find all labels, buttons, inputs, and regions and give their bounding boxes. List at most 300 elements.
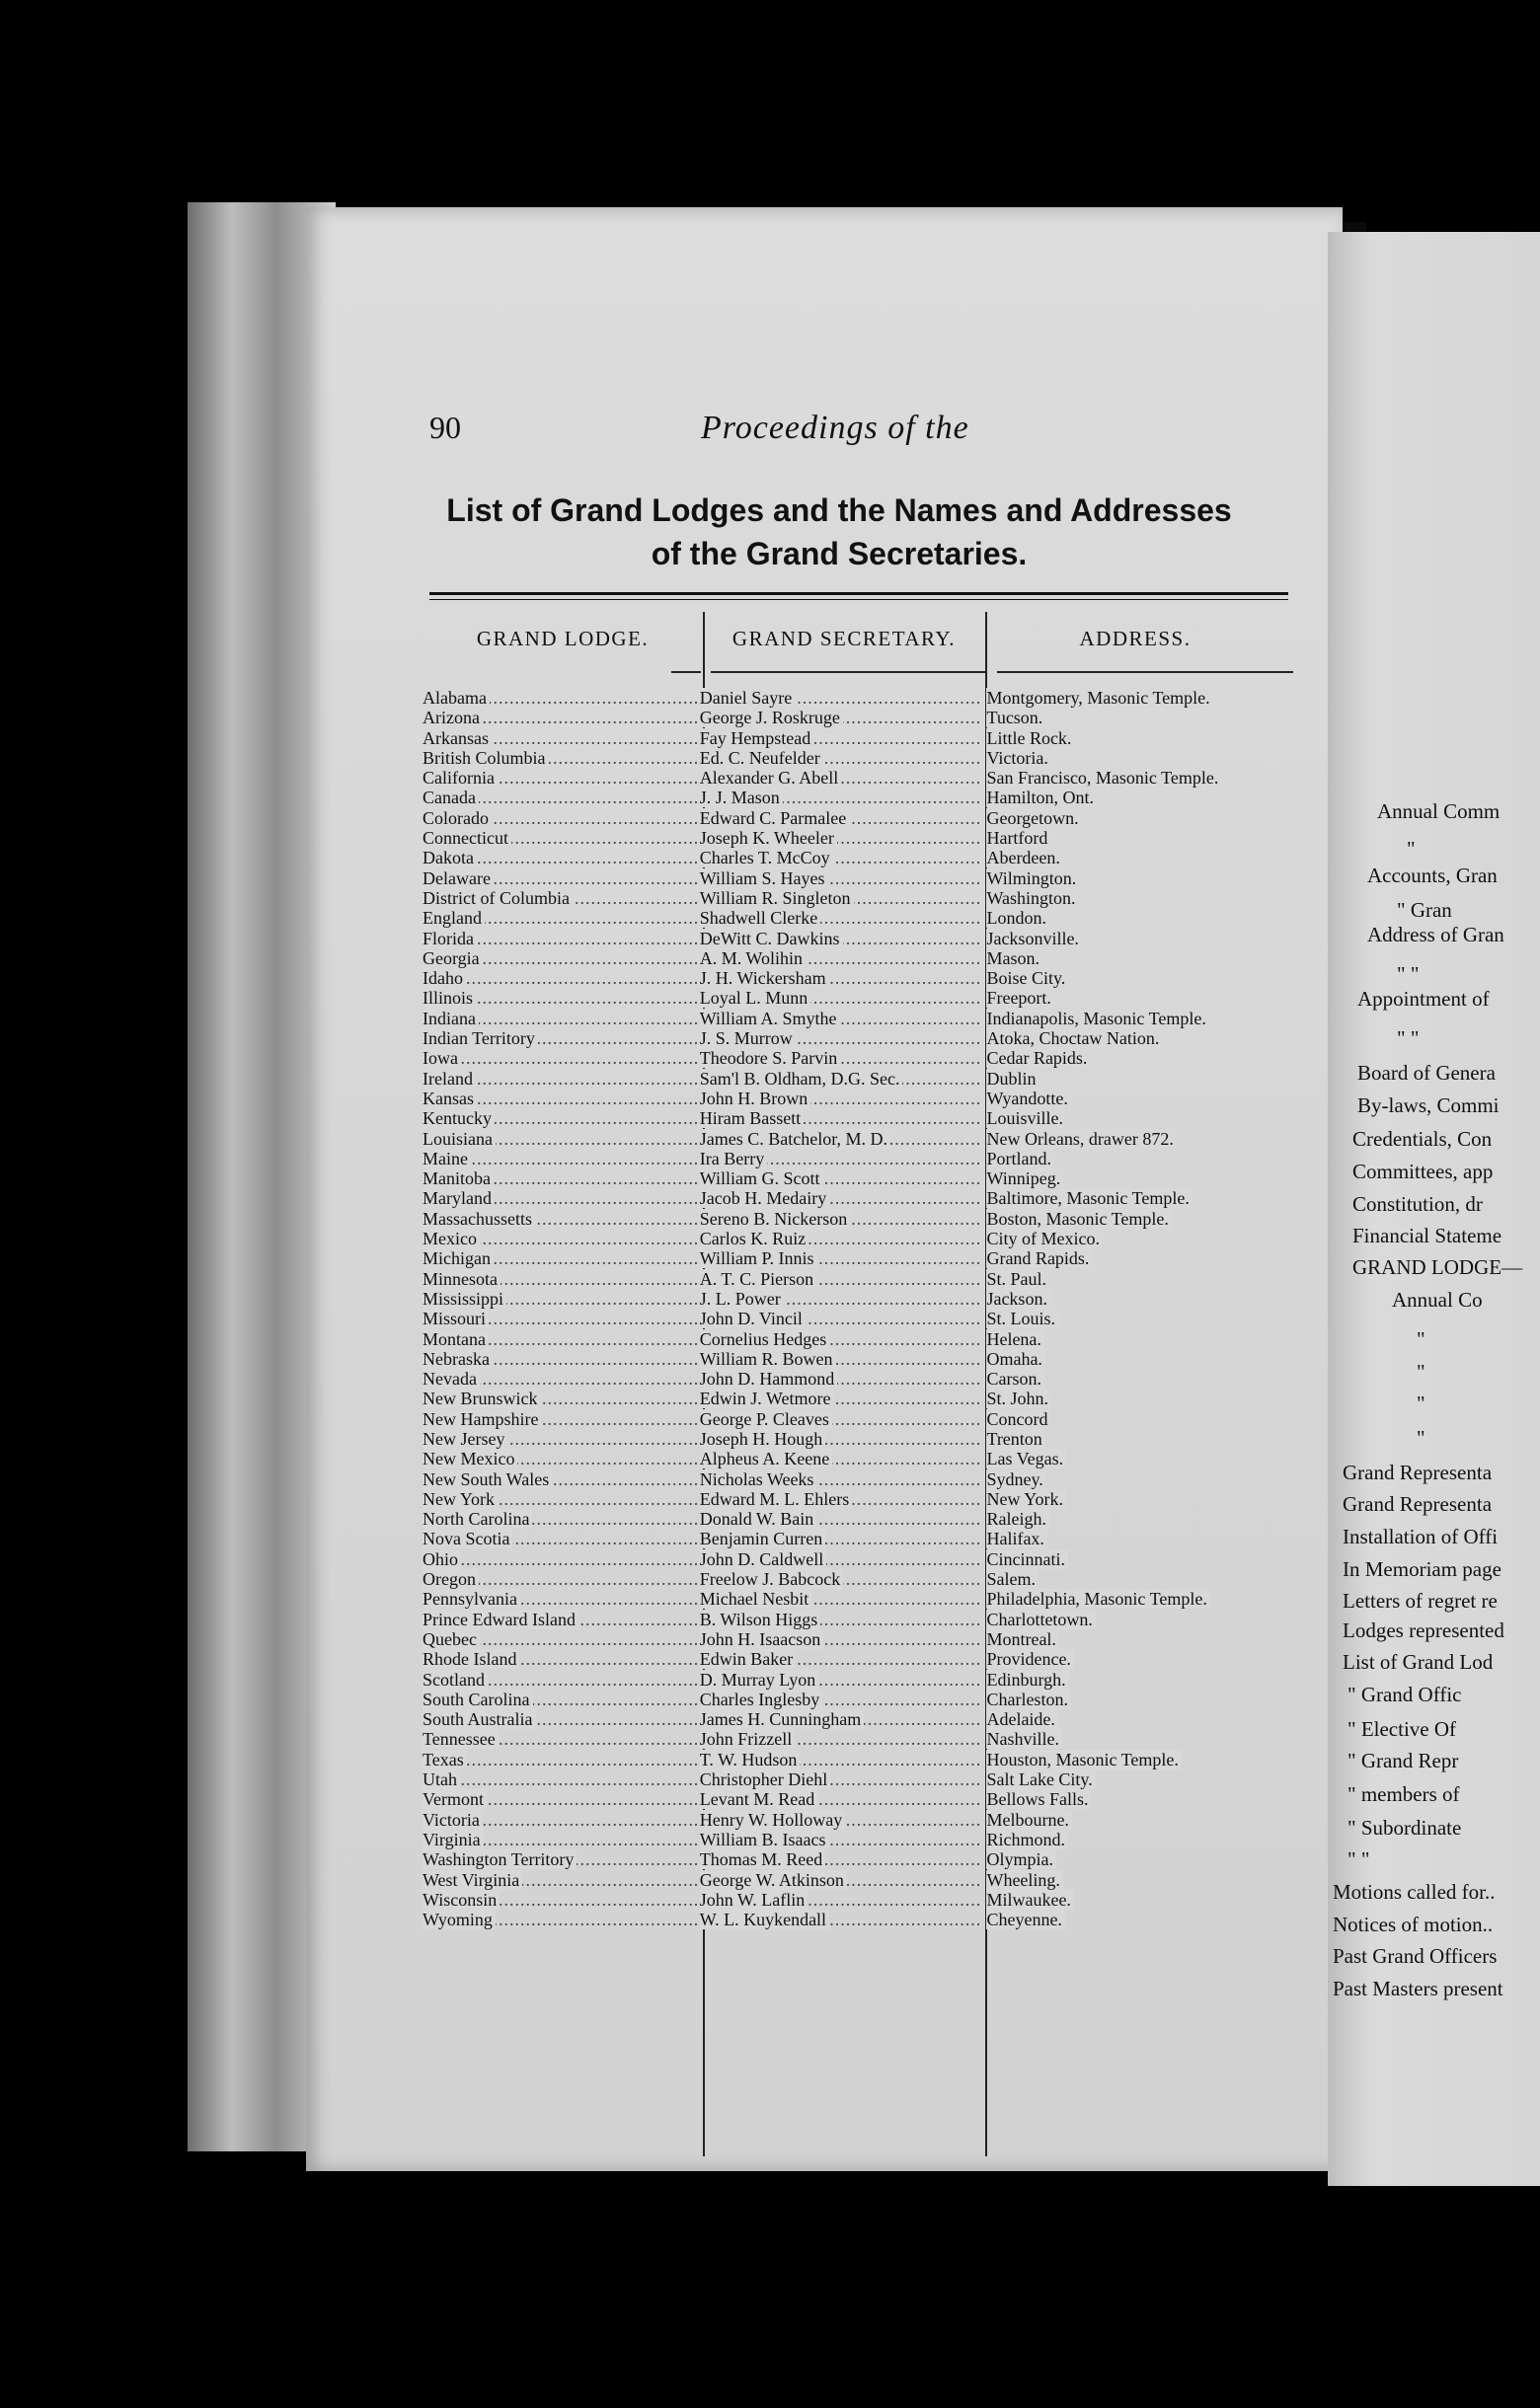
address-cell [980,1188,1301,1208]
address-cell [980,1108,1301,1128]
grand-lodge-cell [423,1729,694,1749]
grand-secretary-cell [694,1489,981,1509]
grand-lodge-cell [423,968,694,988]
address-cell-text: Raleigh. [986,1509,1049,1529]
grand-secretary-cell-text: Henry W. Holloway [700,1810,845,1830]
grand-secretary-cell [694,1369,981,1389]
address-cell [980,728,1301,748]
grand-secretary-cell-text: W. L. Kuykendall [700,1910,829,1929]
grand-secretary-cell [694,1069,981,1089]
address-cell [980,1209,1301,1229]
grand-lodge-cell [423,1069,694,1089]
table-row [423,1009,1301,1028]
grand-secretary-cell-text: Benjamin Curren [700,1529,825,1548]
index-entry: " [1417,1360,1425,1384]
index-entry: Board of Genera [1357,1061,1496,1085]
grand-secretary-cell [694,1229,981,1248]
address-cell-text: Helena. [986,1329,1043,1349]
grand-lodge-cell [423,808,694,828]
address-cell-text: Boston, Masonic Temple. [986,1209,1171,1229]
grand-lodge-cell [423,1089,694,1108]
grand-lodge-cell [423,1769,694,1789]
grand-lodge-cell [423,1750,694,1769]
grand-secretary-cell-text: Nicholas Weeks [700,1469,817,1489]
grand-lodge-cell-text: Maine [423,1149,471,1168]
grand-secretary-cell [694,1750,981,1769]
grand-secretary-cell-text: Freelow J. Babcock [700,1569,843,1589]
grand-lodge-cell-text: Idaho [423,968,466,988]
table-row [423,1729,1301,1749]
index-entry: Annual Co [1392,1288,1483,1312]
address-cell-text: Trenton [986,1429,1044,1449]
address-cell [980,1069,1301,1089]
table-row [423,1409,1301,1429]
grand-lodge-cell [423,1309,694,1328]
grand-lodge-cell-text: Victoria [423,1810,483,1830]
grand-lodge-cell-text: Colorado [423,808,492,828]
table-row [423,1209,1301,1229]
grand-secretary-cell-text: William R. Singleton [700,888,854,908]
grand-secretary-cell-text: William S. Hayes [700,868,828,888]
address-cell [980,828,1301,848]
index-entry: " Grand Repr [1348,1749,1459,1772]
grand-secretary-cell [694,1149,981,1168]
address-cell [980,1690,1301,1709]
grand-lodge-cell-text: Massachussetts [423,1209,535,1229]
grand-lodge-cell-text: Maryland [423,1188,495,1208]
title-rule-bottom [429,599,1288,600]
grand-secretary-cell [694,1610,981,1629]
grand-secretary-cell-text: DeWitt C. Dawkins [700,929,843,948]
grand-secretary-cell [694,1729,981,1749]
grand-secretary-cell [694,1108,981,1128]
grand-lodge-cell-text: Ohio [423,1549,461,1569]
index-entry: " " [1397,1026,1420,1050]
index-entry: Appointment of [1357,987,1490,1011]
grand-lodge-cell [423,1569,694,1589]
grand-secretary-cell [694,1629,981,1649]
grand-secretary-cell-text: James H. Cunningham [700,1709,865,1729]
address-cell-text: Hamilton, Ont. [986,788,1097,807]
grand-lodge-cell [423,708,694,727]
address-cell [980,1569,1301,1589]
grand-lodge-cell [423,748,694,768]
address-cell [980,748,1301,768]
grand-secretary-cell-text: J. J. Mason [700,788,783,807]
grand-secretary-cell [694,1589,981,1609]
grand-secretary-cell-text: Christopher Diehl [700,1769,830,1789]
grand-lodge-cell [423,1910,694,1929]
grand-lodge-cell [423,1028,694,1048]
address-cell [980,1149,1301,1168]
address-cell-text: Melbourne. [986,1810,1071,1830]
grand-secretary-cell [694,1389,981,1408]
address-cell-text: Adelaide. [986,1709,1057,1729]
address-cell-text: Carson. [986,1369,1044,1389]
grand-secretary-cell [694,1849,981,1869]
grand-secretary-cell-text: Levant M. Read [700,1789,817,1809]
address-cell-text: Omaha. [986,1349,1044,1369]
index-entry: " " [1397,962,1420,986]
table-row [423,1610,1301,1629]
grand-secretary-cell [694,1028,981,1048]
address-cell-text: Las Vegas. [986,1449,1066,1468]
address-cell [980,908,1301,928]
grand-secretary-cell-text: Michael Nesbit [700,1589,811,1609]
grand-lodge-cell [423,1670,694,1690]
index-entry: Past Masters present [1333,1977,1503,2000]
table-row [423,968,1301,988]
table-row [423,1750,1301,1769]
grand-lodge-cell-text: Alabama [423,688,490,708]
grand-lodge-cell-text: Kentucky [423,1108,495,1128]
left-page [306,207,1343,2171]
grand-secretary-cell-text: James C. Batchelor, M. D. [700,1129,890,1149]
grand-secretary-cell [694,1209,981,1229]
grand-lodge-cell [423,1209,694,1229]
address-cell-text: New York. [986,1489,1066,1509]
address-cell-text: Olympia. [986,1849,1056,1869]
grand-secretary-cell-text: John D. Vincil [700,1309,806,1328]
address-cell [980,1289,1301,1309]
index-entry: Grand Representa [1343,1461,1493,1484]
table-row [423,728,1301,748]
grand-secretary-cell [694,1870,981,1890]
index-entry: In Memoriam page [1343,1557,1502,1581]
index-entry: Constitution, dr [1352,1192,1483,1216]
grand-lodge-cell [423,1289,694,1309]
table-row [423,1569,1301,1589]
address-cell [980,1709,1301,1729]
address-cell [980,1349,1301,1369]
grand-secretary-cell [694,968,981,988]
grand-lodge-cell-text: Iowa [423,1048,461,1068]
grand-secretary-cell-text: Alexander G. Abell [700,768,841,788]
grand-lodge-cell [423,1129,694,1149]
index-entry: " Gran [1397,898,1452,922]
grand-lodge-cell-text: New Hampshire [423,1409,541,1429]
address-cell [980,1429,1301,1449]
grand-lodge-cell-text: Mississippi [423,1289,506,1309]
address-cell-text: Portland. [986,1149,1054,1168]
grand-lodge-cell [423,1870,694,1890]
grand-lodge-cell-text: Oregon [423,1569,479,1589]
grand-lodge-cell-text: Prince Edward Island [423,1610,578,1629]
column-header-address: ADDRESS. [1079,627,1192,650]
address-cell [980,1048,1301,1068]
address-cell-text: Richmond. [986,1830,1068,1849]
grand-secretary-cell-text: Loyal L. Munn [700,988,811,1008]
address-cell-text: Cincinnati. [986,1549,1068,1569]
grand-lodge-cell-text: Nebraska [423,1349,493,1369]
address-cell-text: Victoria. [986,748,1050,768]
grand-secretary-cell-text: B. Wilson Higgs [700,1610,820,1629]
address-cell [980,1489,1301,1509]
address-cell [980,1028,1301,1048]
grand-lodge-cell-text: Dakota [423,848,477,867]
address-cell [980,948,1301,968]
grand-secretary-cell-text: William A. Smythe [700,1009,840,1028]
grand-lodge-cell-text: West Virginia [423,1870,522,1890]
address-cell [980,1509,1301,1529]
grand-lodge-cell-text: Delaware [423,868,494,888]
address-cell-text: City of Mexico. [986,1229,1103,1248]
index-entry: Grand Representa [1343,1492,1493,1516]
grand-lodge-cell-text: British Columbia [423,748,549,768]
address-cell-text: Concord [986,1409,1050,1429]
address-cell-text: Charlottetown. [986,1610,1095,1629]
table-row [423,929,1301,948]
table-row [423,688,1301,708]
grand-lodge-cell-text: Wisconsin [423,1890,500,1910]
grand-lodge-cell [423,1789,694,1809]
address-cell [980,1329,1301,1349]
table-row [423,1069,1301,1089]
grand-lodge-cell-text: Texas [423,1750,467,1769]
address-cell-text: Wheeling. [986,1870,1062,1890]
address-cell [980,708,1301,727]
grand-lodge-cell [423,1369,694,1389]
address-cell [980,1389,1301,1408]
grand-lodge-cell-text: Kansas [423,1089,477,1108]
table-row [423,1048,1301,1068]
grand-secretary-cell-text: John Frizzell [700,1729,795,1749]
grand-lodge-cell [423,1009,694,1028]
grand-lodge-cell [423,1509,694,1529]
table-row [423,1769,1301,1789]
address-cell-text: Georgetown. [986,808,1081,828]
address-cell-text: Bellows Falls. [986,1789,1091,1809]
grand-lodge-cell [423,1649,694,1669]
grand-lodge-cell-text: Pennsylvania [423,1589,520,1609]
grand-secretary-cell [694,988,981,1008]
grand-secretary-cell-text: Cornelius Hedges [700,1329,829,1349]
grand-secretary-cell-text: J. S. Murrow [700,1028,796,1048]
grand-secretary-cell-text: John H. Isaacson [700,1629,823,1649]
address-cell-text: Charleston. [986,1690,1071,1709]
grand-secretary-cell-text: A. T. C. Pierson [700,1269,816,1289]
grand-lodge-cell [423,1529,694,1548]
grand-lodge-cell-text: Canada [423,788,479,807]
grand-lodge-cell [423,1629,694,1649]
index-entry: " Grand Offic [1348,1683,1462,1706]
grand-lodge-cell [423,1449,694,1468]
index-entry: Lodges represented [1343,1618,1504,1642]
grand-lodge-cell [423,1709,694,1729]
grand-secretary-cell-text: Ed. C. Neufelder [700,748,823,768]
index-entry: " Elective Of [1348,1717,1457,1741]
address-cell-text: Philadelphia, Masonic Temple. [986,1589,1209,1609]
grand-secretary-cell-text: John D. Caldwell [700,1549,827,1569]
address-cell [980,1248,1301,1268]
grand-secretary-cell-text: Carlos K. Ruiz [700,1229,809,1248]
grand-lodge-cell-text: Minnesota [423,1269,500,1289]
grand-lodge-cell [423,1589,694,1609]
grand-lodge-cell-text: Ireland [423,1069,476,1089]
grand-lodge-cell-text: Arkansas [423,728,492,748]
grand-lodge-cell-text: Rhode Island [423,1649,519,1669]
grand-secretary-cell [694,708,981,727]
address-cell [980,1849,1301,1869]
grand-secretary-cell-text: Ira Berry [700,1149,767,1168]
grand-lodge-cell [423,908,694,928]
grand-secretary-cell-text: Edward M. L. Ehlers [700,1489,852,1509]
grand-secretary-cell-text: Donald W. Bain [700,1509,817,1529]
title-line-2: of the Grand Secretaries. [651,536,1028,571]
table-row [423,1269,1301,1289]
grand-secretary-cell [694,828,981,848]
table-row [423,988,1301,1008]
grand-lodge-cell [423,828,694,848]
grand-secretary-cell [694,1269,981,1289]
grand-secretary-cell [694,1509,981,1529]
address-cell [980,1810,1301,1830]
grand-secretary-cell [694,768,981,788]
grand-secretary-cell-text: J. L. Power [700,1289,784,1309]
grand-lodge-cell-text: Georgia [423,948,483,968]
address-cell-text: Houston, Masonic Temple. [986,1750,1181,1769]
table-row [423,1229,1301,1248]
grand-lodge-cell-text: District of Columbia [423,888,573,908]
table-row [423,1469,1301,1489]
grand-lodge-cell-text: Connecticut [423,828,511,848]
address-cell-text: New Orleans, drawer 872. [986,1129,1176,1149]
grand-secretary-cell [694,1890,981,1910]
grand-secretary-cell [694,848,981,867]
address-cell [980,768,1301,788]
address-cell [980,1890,1301,1910]
table-row [423,1849,1301,1869]
address-cell-text: Wyandotte. [986,1089,1070,1108]
grand-secretary-cell [694,1469,981,1489]
table-row [423,1329,1301,1349]
address-cell [980,1369,1301,1389]
grand-lodge-cell-text: Arizona [423,708,483,727]
address-cell-text: Boise City. [986,968,1068,988]
table-row [423,1789,1301,1809]
table-row [423,808,1301,828]
grand-secretary-cell-text: Alpheus A. Keene [700,1449,832,1468]
address-cell [980,1168,1301,1188]
grand-lodge-cell-text: New Jersey [423,1429,507,1449]
grand-lodge-cell-text: Nova Scotia [423,1529,512,1548]
address-cell [980,1870,1301,1890]
address-cell [980,1670,1301,1690]
grand-lodge-cell [423,1830,694,1849]
grand-lodge-cell-text: New Mexico [423,1449,517,1468]
grand-lodge-cell [423,788,694,807]
table-row [423,1670,1301,1690]
address-cell-text: Salt Lake City. [986,1769,1095,1789]
header-divider-3 [997,671,1293,673]
address-cell-text: St. Paul. [986,1269,1049,1289]
table-row [423,748,1301,768]
table-row [423,1248,1301,1268]
grand-secretary-cell [694,1910,981,1929]
index-entry: By-laws, Commi [1357,1093,1500,1117]
address-cell [980,1729,1301,1749]
grand-lodge-cell [423,1168,694,1188]
grand-lodge-cell-text: Indian Territory [423,1028,538,1048]
grand-lodge-cell-text: Indiana [423,1009,479,1028]
index-entry: Financial Stateme [1352,1224,1502,1247]
grand-lodge-cell-text: Wyoming [423,1910,496,1929]
grand-secretary-cell [694,1810,981,1830]
address-cell-text: Salem. [986,1569,1039,1589]
grand-secretary-cell-text: George P. Cleaves [700,1409,832,1429]
address-cell-text: Mason. [986,948,1042,968]
grand-secretary-cell-text: Edward C. Parmalee [700,808,849,828]
table-row [423,1629,1301,1649]
address-cell [980,688,1301,708]
grand-lodge-cell [423,1349,694,1369]
table-row [423,788,1301,807]
grand-lodge-cell-text: England [423,908,485,928]
table-row [423,1389,1301,1408]
address-cell [980,1549,1301,1569]
address-cell-text: Winnipeg. [986,1168,1063,1188]
address-cell-text: Providence. [986,1649,1073,1669]
address-cell-text: Halifax. [986,1529,1046,1548]
grand-lodge-cell-text: Illinois [423,988,476,1008]
grand-secretary-cell [694,908,981,928]
grand-lodge-cell-text: Scotland [423,1670,488,1690]
grand-secretary-cell [694,1769,981,1789]
table-row [423,708,1301,727]
address-cell-text: Hartford [986,828,1050,848]
address-cell-text: Freeport. [986,988,1053,1008]
table-row [423,1429,1301,1449]
grand-secretary-cell-text: D. Murray Lyon [700,1670,818,1690]
table-row [423,1810,1301,1830]
grand-secretary-cell-text: Daniel Sayre [700,688,795,708]
grand-lodge-cell-text: South Carolina [423,1690,533,1709]
grand-secretary-cell [694,748,981,768]
grand-secretary-cell [694,808,981,828]
grand-lodge-cell-text: Montana [423,1329,489,1349]
grand-lodge-cell [423,988,694,1008]
grand-lodge-cell [423,948,694,968]
grand-lodge-cell-text: Virginia [423,1830,484,1849]
address-cell-text: Grand Rapids. [986,1248,1092,1268]
address-cell [980,1910,1301,1929]
table-row [423,828,1301,848]
grand-secretary-cell-text: John W. Laflin [700,1890,808,1910]
index-entry: Annual Comm [1377,799,1501,823]
address-cell-text: London. [986,908,1049,928]
grand-lodge-cell-text: Washington Territory [423,1849,577,1869]
right-page [1328,232,1540,2186]
address-cell-text: San Francisco, Masonic Temple. [986,768,1221,788]
grand-secretary-cell-text: Edwin J. Wetmore [700,1389,834,1408]
grand-lodge-cell [423,1229,694,1248]
grand-lodge-cell [423,1690,694,1709]
grand-lodge-cell [423,1469,694,1489]
grand-secretary-cell [694,1429,981,1449]
grand-secretary-cell [694,1048,981,1068]
grand-lodge-cell-text: Florida [423,929,477,948]
table-row [423,1028,1301,1048]
address-cell [980,1229,1301,1248]
address-cell-text: Tucson. [986,708,1045,727]
address-cell [980,968,1301,988]
address-cell-text: Baltimore, Masonic Temple. [986,1188,1192,1208]
grand-secretary-cell-text: T. W. Hudson [700,1750,801,1769]
grand-secretary-cell-text: Fay Hempstead [700,728,813,748]
address-cell-text: Indianapolis, Masonic Temple. [986,1009,1208,1028]
grand-secretary-cell-text: William G. Scott [700,1168,823,1188]
grand-lodge-cell-text: Louisiana [423,1129,496,1149]
